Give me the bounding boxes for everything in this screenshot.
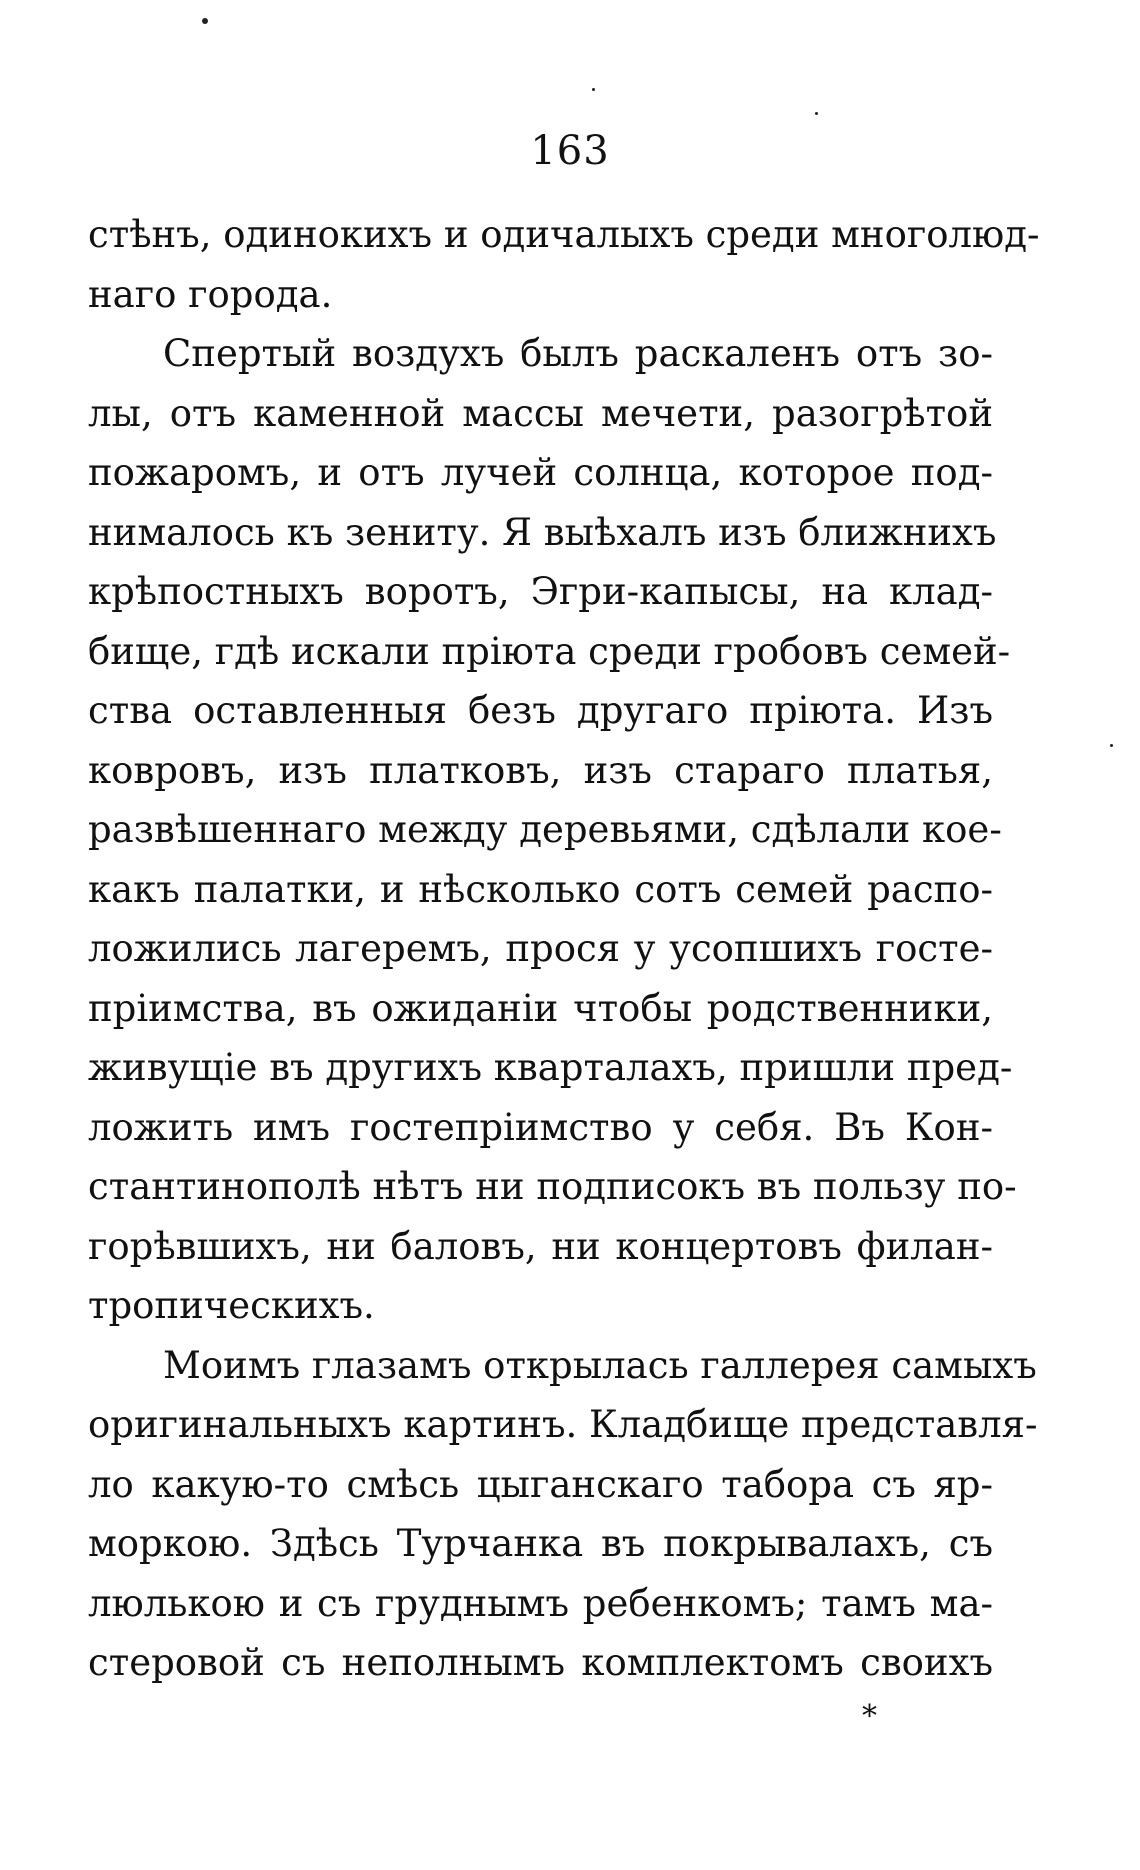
- signature-mark: *: [862, 1699, 877, 1734]
- text-line: ложились лагеремъ, прося у усопшихъ госте-: [88, 927, 993, 970]
- body-text: [88, 205, 1040, 1693]
- text-line: стантинополѣ нѣтъ ни подписокъ въ пользу по-: [88, 1165, 1017, 1208]
- text-line: ства оставленныя безъ другаго пріюта. Изъ: [88, 689, 993, 732]
- scan-speck: [815, 112, 818, 115]
- page-number: 163: [530, 128, 610, 174]
- text-line: ложить имъ гостепріимство у себя. Въ Кон-: [88, 1105, 993, 1149]
- text-line: развѣшеннаго между деревьями, сдѣлали кое-: [88, 808, 1002, 851]
- paragraph: [88, 324, 1017, 1336]
- paragraph: [88, 1336, 1038, 1693]
- text-line: тропическихъ.: [88, 1284, 375, 1327]
- text-line: Спертый воздухъ былъ раскаленъ отъ зо-: [163, 332, 993, 375]
- text-line: ло какую-то смѣсь цыганскаго табора съ яр-: [88, 1462, 993, 1506]
- text-line: горѣвшихъ, ни баловъ, ни концертовъ филан-: [88, 1224, 993, 1268]
- text-line: люлькою и съ груднымъ ребенкомъ; тамъ ма-: [88, 1581, 993, 1625]
- text-line: живущіе въ другихъ кварталахъ, пришли пред-: [88, 1046, 1013, 1089]
- text-line: ковровъ, изъ платковъ, изъ стараго платья,: [88, 748, 993, 792]
- text-line: оригинальныхъ картинъ. Кладбище представля-: [88, 1403, 1038, 1446]
- text-line: наго города.: [88, 272, 333, 316]
- text-line: крѣпостныхъ воротъ, Эгри-капысы, на клад-: [88, 570, 993, 613]
- paragraph: [88, 205, 1040, 324]
- text-line: бище, гдѣ искали пріюта среди гробовъ семей-: [88, 629, 1011, 673]
- text-line: моркою. Здѣсь Турчанка въ покрывалахъ, съ: [88, 1522, 993, 1565]
- text-line: пожаромъ, и отъ лучей солнца, которое под-: [88, 451, 993, 494]
- text-line: нималось къ зениту. Я выѣхалъ изъ ближнихъ: [88, 510, 997, 554]
- text-line: пріимства, въ ожиданіи чтобы родственники,: [88, 986, 993, 1030]
- scan-speck: [592, 88, 595, 91]
- text-line: стеровой съ неполнымъ комплектомъ своихъ: [88, 1641, 993, 1684]
- text-line: какъ палатки, и нѣсколько сотъ семей распо-: [88, 867, 993, 911]
- scan-speck: [1110, 744, 1113, 747]
- text-line: стѣнъ, одинокихъ и одичалыхъ среди многолюд-: [88, 213, 1040, 256]
- text-line: Моимъ глазамъ открылась галлерея самыхъ: [163, 1343, 1037, 1387]
- scan-speck: [202, 18, 208, 24]
- text-line: лы, отъ каменной массы мечети, разогрѣтой: [88, 391, 993, 435]
